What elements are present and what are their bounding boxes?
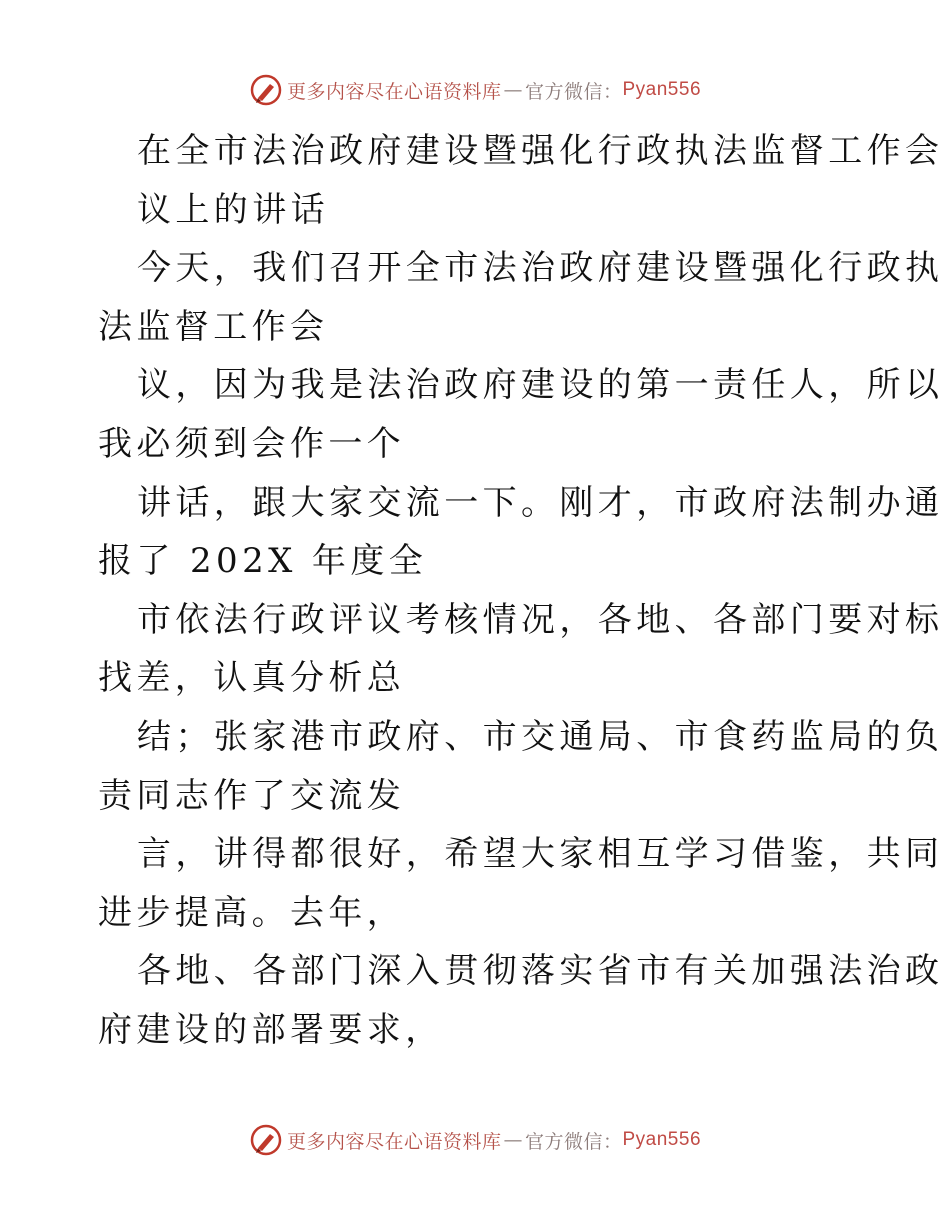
paragraph-line: 法监督工作会 [98, 306, 329, 347]
banner-separator: — [503, 79, 523, 101]
wechat-label: 官方微信： [524, 1130, 623, 1153]
title-line-1: 在全市法治政府建设暨强化行政执法监督工作会 [137, 131, 944, 171]
banner-separator: — [503, 1129, 523, 1151]
document-body [98, 122, 944, 1060]
paragraph-line: 议，因为我是法治政府建设的第一责任人，所以 [137, 365, 944, 406]
banner-text: 更多内容尽在心语资料库 [286, 1130, 502, 1153]
wechat-id: Pyan556 [622, 79, 702, 100]
footer-watermark-banner [0, 1120, 950, 1160]
banner-text: 更多内容尽在心语资料库 [286, 80, 502, 103]
paragraph-line: 进步提高。去年， [98, 892, 406, 933]
paragraph-line: 讲话，跟大家交流一下。刚才，市政府法制办通 [137, 482, 944, 523]
paragraph-line: 我必须到会作一个 [98, 423, 406, 464]
paragraph-line: 找差，认真分析总 [98, 658, 406, 699]
pen-logo-icon [249, 1123, 283, 1157]
paragraph-line: 责同志作了交流发 [98, 775, 406, 816]
paragraph-line: 报了 202X 年度全 [98, 541, 428, 582]
pen-logo-icon [249, 73, 283, 107]
paragraph-line: 市依法行政评议考核情况，各地、各部门要对标 [137, 599, 944, 640]
title-line-2: 议上的讲话 [137, 189, 329, 230]
paragraph-line: 府建设的部署要求， [98, 1009, 444, 1050]
paragraph-line: 各地、各部门深入贯彻落实省市有关加强法治政 [137, 951, 944, 992]
paragraph-line: 今天，我们召开全市法治政府建设暨强化行政执 [137, 248, 944, 289]
wechat-label: 官方微信： [524, 80, 623, 103]
paragraph-line: 言，讲得都很好，希望大家相互学习借鉴，共同 [137, 834, 944, 875]
paragraph-line: 结；张家港市政府、市交通局、市食药监局的负 [137, 716, 944, 757]
header-watermark-banner [0, 70, 950, 110]
wechat-id: Pyan556 [622, 1129, 702, 1150]
